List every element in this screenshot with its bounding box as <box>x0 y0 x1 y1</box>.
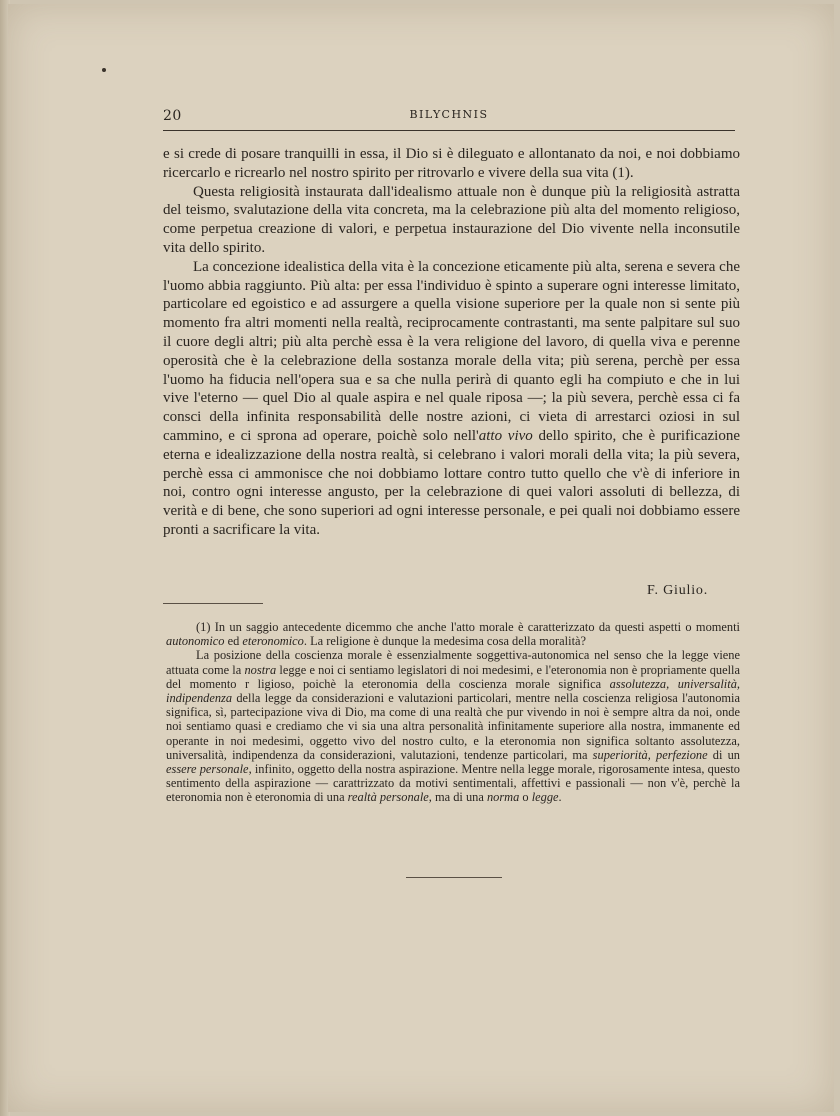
footnote-text: , infinito, oggetto della nostra aspirazione. Mentre nella legge morale, rigorosamente intesa, questo sentimento della aspirazione — carattrizzato da motivi sentimentali, affettivi e passionali — non v'è, perchè la eteronomia non è eteronomia di una <box>166 762 740 805</box>
footnote-text: La posizione della coscienza morale è essenzialmente soggettiva-autonomica nel senso che la legge viene attuata come la <box>166 648 740 677</box>
italic-term: assolutezza, universalità, indipendenza <box>166 676 740 706</box>
footnote-text: . <box>558 790 562 805</box>
italic-term: autonomico <box>166 634 225 649</box>
italic-term: essere personale <box>166 762 249 777</box>
running-title: BILYCHNIS <box>409 108 489 121</box>
end-rule <box>406 877 502 878</box>
body-paragraph: Questa religiosità instaurata dall'idealismo attuale non è dunque più la religiosità astratta del teismo, svalutazione della vita concreta, ma la celebrazione più alta del momento religioso, come perpetua creazione di valori, e perpetua instaurazione del Dio vivente nella inconsutile vita dello spirito. <box>163 183 740 256</box>
footnote-text: di un <box>707 747 740 762</box>
italic-term: eteronomico <box>242 634 304 649</box>
ink-speck <box>102 68 106 72</box>
footnote <box>166 620 740 805</box>
footnote-text: della legge da considerazioni e valutazioni particolari, mentre nella coscienza religiosa l'autonomia significa, sì, partecipazione viva di Dio, ma come di una realtà che pur vivendo in noi è sempre altra da noi, onde noi sentiamo quasi e crediamo che vi sia una altra personalità infinitamente superiore alla nostra, immanente ed operante in noi medesimi, oggetto vivo del nostro culto, e la eteronomia non significa soltanto assolutezza, universalità, indipendenza da considerazioni, valutazioni, tendenze particolari, ma <box>166 691 740 762</box>
page-number: 20 <box>163 108 182 124</box>
footnote-text: legge e noi ci sentiamo legislatori di noi medesimi, e l'eteronomia non è propriamente quella del momento r ligioso, poichè la eteronomia della coscienza morale significa <box>166 662 740 691</box>
footnote-text: (1) In un saggio antecedente dicemmo che anche l'atto morale è caratterizzato da questi aspetti o momenti <box>196 620 740 634</box>
footnote-paragraph <box>166 648 740 804</box>
footnote-text: ed <box>224 634 243 649</box>
italic-term: legge <box>531 790 559 805</box>
italic-term: realtà personale <box>347 790 429 805</box>
footnote-text: o <box>519 790 532 805</box>
body-text-run: dello spirito, che è purificazione eterna e idealizzazione della nostra realtà, si celebrano i valori morali della vita; la più severa, perchè essa ci ammonisce che noi dobbiamo lottare contro tutto quello che v'è di inferiore in noi, contro ogni interesse angusto, per la celebrazione di quei valori assoluti di bellezza, di verità e di bene, che sono superiori ad ogni interesse personale, e pei quali noi dobbiamo essere pronti a sacrificare la vita. <box>163 427 740 538</box>
footnote-paragraph <box>166 620 740 648</box>
italic-term: norma <box>486 790 520 805</box>
body-text-run: La concezione idealistica della vita è la concezione eticamente più alta, serena e severa che l'uomo abbia raggiunto. Più alta: per essa l'individuo è spinto a superare ogni interesse limitato, particolare ed egoistico e ad assurgere a quella visione superiore per la quale non si sente più momento fra altri momenti nella realtà, reciprocamente contrastanti, ma sente palpitare sul suo il cuore degli altri; più alta perchè essa è la vera religione del lavoro, di quella viva e perenne operosità che è la celebrazione della sostanza morale della vita; più serena, perchè per essa l'uomo ha fiducia nell'opera sua e sa che nulla perirà di quanto egli ha compiuto e che in lui vive l'eterno — quel Dio al quale aspira e nel quale riposa —; la più severa, perchè essa ci fa consci della infinita responsabilità delle nostre azioni, ci vieta di arrestarci oziosi in sul cammino, e ci sprona ad operare, poichè solo nell' <box>163 258 740 444</box>
footnote-text: , ma di una <box>428 790 487 805</box>
body-paragraph: e si crede di posare tranquilli in essa, il Dio si è dileguato e allontanato da noi, e noi dobbiamo ricercarlo e ricrearlo nel nostro spirito per ritrovarlo e vivere della sua vita (1). <box>163 146 740 181</box>
footnote-divider <box>163 603 263 604</box>
italic-term: nostra <box>244 662 277 677</box>
footnote-text: . La religione è dunque la medesima cosa della moralità? <box>303 634 587 649</box>
italic-term: atto vivo <box>478 427 533 444</box>
article-body <box>163 145 740 540</box>
body-paragraph <box>163 258 740 540</box>
author-signature: F. Giulio. <box>647 583 708 598</box>
page-header <box>163 106 735 131</box>
italic-term: superiorità, perfezione <box>592 747 708 762</box>
